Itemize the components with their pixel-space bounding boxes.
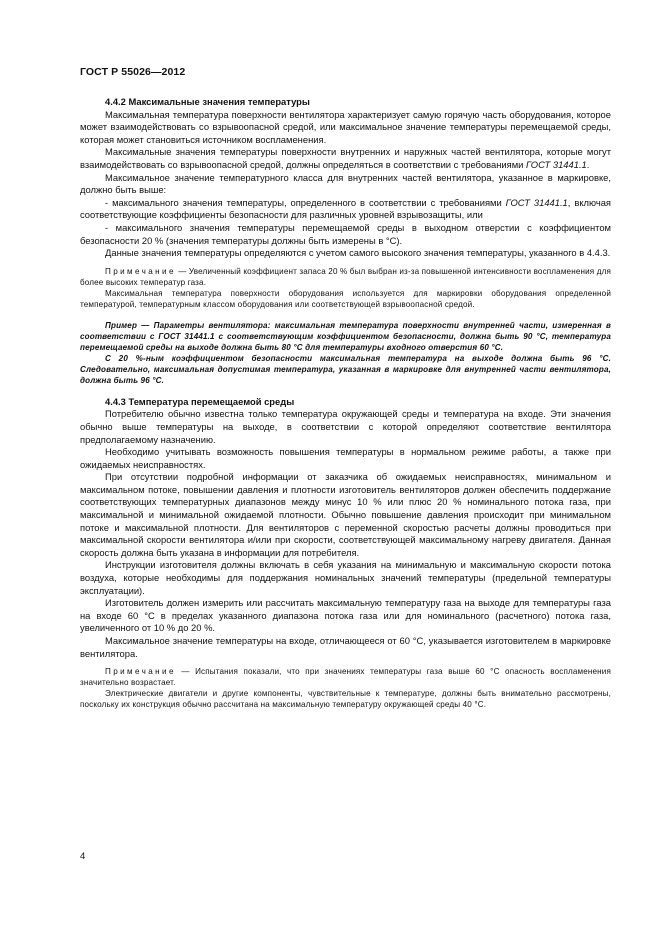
paragraph: При отсутствии подробной информации от заказчика об ожидаемых неисправностях, минимальном и максимальном потоке, повышении давления и плотности изготовитель вентиляторов должен обеспечить поддержание соответствующих температурных диапазонов между минус 10 % или плюс 20 % номинального потока газа, при максимальной и минимальной ожидаемой плотности. Обычно повышение давления происходит при минимальном потоке и максимальной плотности. Для вентиляторов с переменной скоростью расчеты должны проводиться при максимальной скорости вентилятора и/или при скорости, соответствующей максимальному нагреву двигателя. Данная скорость должна быть указана в информации для потребителя. [80, 471, 611, 558]
note-text: — Испытания показали, что при значениях температуры газа выше 60 °C опасность воспламенения значительно возрастает. [80, 667, 611, 688]
paragraph: Данные значения температуры определяются с учетом самого высокого значения температуры, указанного в 4.4.3. [105, 247, 611, 259]
section-heading-4-4-2: 4.4.2 Максимальные значения температуры [105, 96, 310, 107]
paragraph: Изготовитель должен измерить или рассчитать максимальную температуру газа на выходе для температуры газа на входе 60 °C в пределах указанного диапазона потока газа или для номинального (расчетного) потока газа, увеличенного от 10 % до 20 %. [80, 597, 611, 634]
standard-reference: ГОСТ 31441.1 [505, 196, 568, 208]
note-lead: Примечание [105, 266, 176, 276]
paragraph: Инструкции изготовителя должны включать в себя указания на минимальную и максимальную скорости потока воздуха, которые необходимы для поддержания номинальных значений температуры (предельной температуры эксплуатации). [80, 559, 611, 596]
standard-header: ГОСТ Р 55026—2012 [80, 66, 186, 78]
note [80, 266, 611, 288]
note: Электрические двигатели и другие компоненты, чувствительные к температуре, должны быть внимательно рассмотрены, поскольку их конструкция обычно рассчитана на максимальную температуру окружающей среды 40 °C. [80, 689, 611, 710]
paragraph [80, 146, 611, 171]
section-heading-4-4-3: 4.4.3 Температура перемещаемой среды [105, 395, 295, 407]
paragraph: Максимальное значение температуры на входе, отличающееся от 60 °C, указывается изготовителем в маркировке вентилятора. [80, 635, 611, 659]
list-item-text: - максимального значения температуры, определенного в соответствии с требованиями [105, 196, 506, 208]
note [80, 666, 611, 688]
paragraph: Максимальная температура поверхности вентилятора характеризует самую горячую часть оборудования, которое может взаимодействовать со взрывоопасной средой, или максимальное значение температуры перемещаемой среды, которая может становиться источником воспламенения. [80, 108, 611, 145]
page-content [80, 96, 611, 710]
note: Максимальная температура поверхности оборудования используется для маркировки оборудования определенной температурой, температурным классом оборудования или соответствующей взрывоопасной средой. [80, 288, 611, 309]
note-lead: Примечание [105, 667, 176, 677]
list-item: - максимального значения температуры перемещаемой среды в выходном отверстии с коэффициентом безопасности 20 % (значения температуры должны быть измерены в °C). [80, 221, 611, 246]
example: Пример — Параметры вентилятора: максимальная температура поверхности внутренней части, измеренная в соответствии с ГОСТ 31441.1 с соответствующим коэффициентом безопасности, должна быть 90 °C, температура перемещаемой среды на выходе должна быть 80 °C для температуры входного отверстия 60 °C. [80, 320, 611, 352]
page-number: 4 [80, 851, 86, 862]
example: С 20 %-ным коэффициентом безопасности максимальная температура на выходе должна быть 96 °C. Следовательно, максимальная допустимая температура, указанная в маркировке для внутренней части вентилятора, должна быть 96 °C. [80, 353, 611, 385]
paragraph-text: Максимальные значения температуры поверхности внутренних и наружных частей вентилятора, которые могут взаимодействовать со взрывоопасной средой, должны определяться в соответствии с требованиями [80, 146, 611, 170]
note-text: — Увеличенный коэффициент запаса 20 % был выбран из-за повышенной интенсивности воспламенения для более высоких температур газа. [80, 266, 611, 287]
paragraph: Необходимо учитывать возможность повышения температуры в нормальном режиме работы, а также при ожидаемых неисправностях. [80, 446, 611, 470]
paragraph: Максимальное значение температурного класса для внутренних частей вентилятора, указанное в маркировке, должно быть выше: [80, 171, 611, 196]
paragraph-text: . [586, 158, 590, 170]
list-item-text: , включая соответствующие коэффициенты безопасности для различных уровней взрывозащиты, или [80, 196, 611, 221]
list-item [80, 197, 611, 222]
paragraph: Потребителю обычно известна только температура окружающей среды и температура на входе. Эти значения обычно выше температуры на выходе, в соответствии с которой определяют соответствие вентилятора предполагаемому назначению. [80, 408, 611, 445]
standard-reference: ГОСТ 31441.1 [526, 158, 587, 170]
